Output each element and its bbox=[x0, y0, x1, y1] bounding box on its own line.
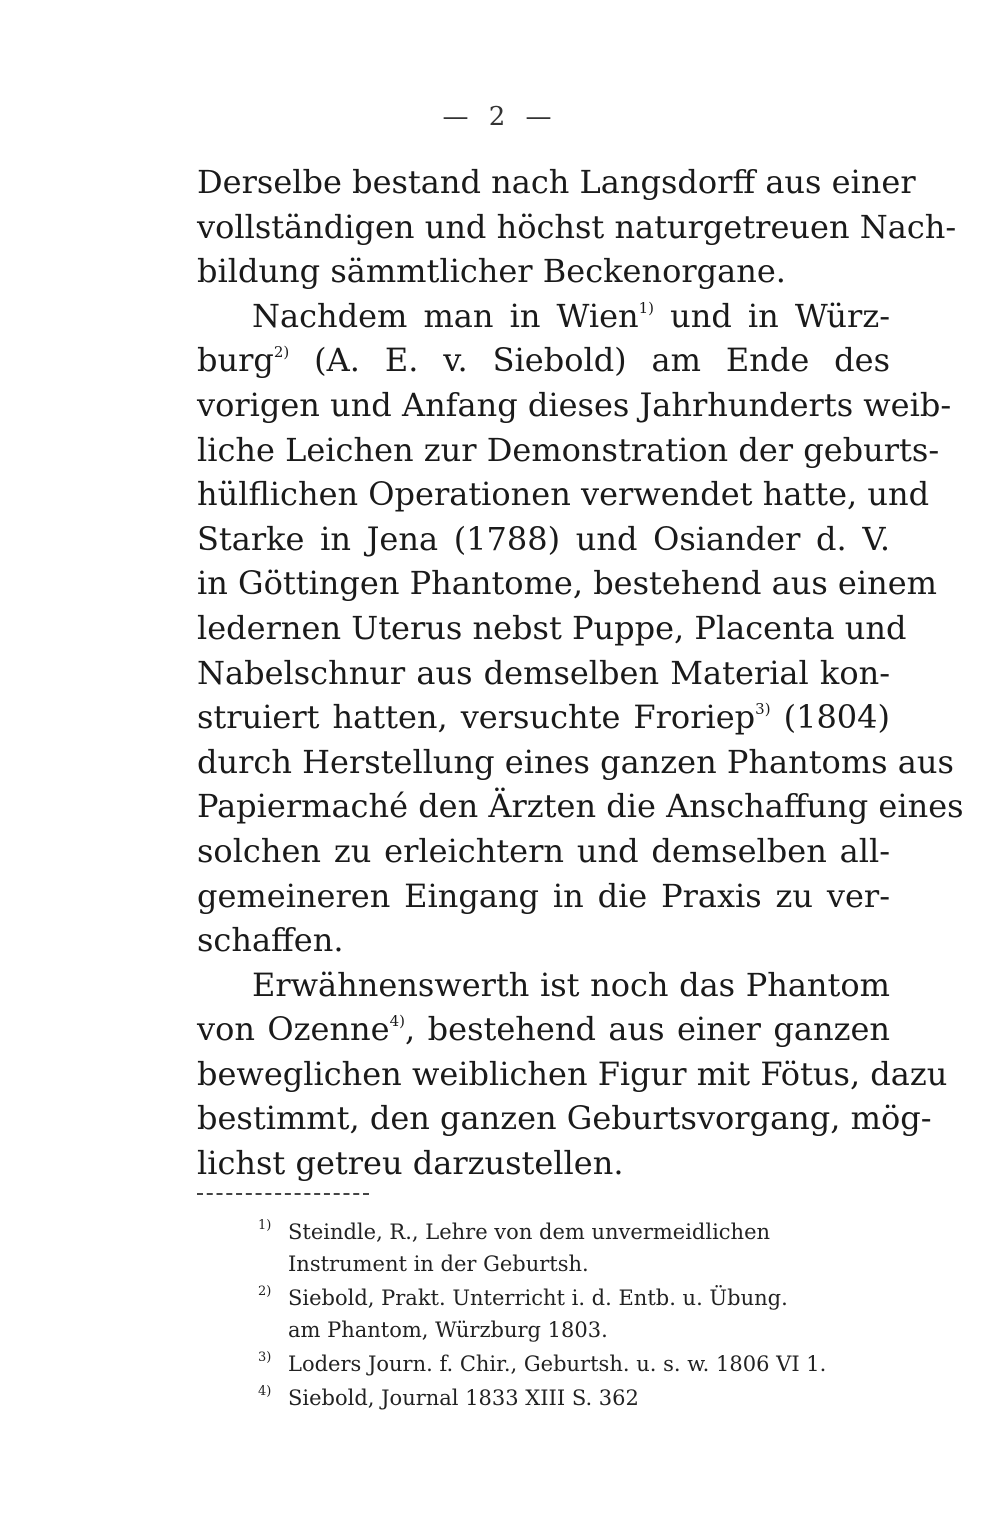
footnote-1 bbox=[258, 1216, 898, 1280]
text-line bbox=[197, 294, 890, 339]
text-line: liche Leichen zur Demonstration der geburts- bbox=[197, 430, 940, 469]
footnote-3 bbox=[258, 1348, 898, 1380]
footnote-marker: 4) bbox=[258, 1384, 272, 1399]
text-line: Nabelschnur aus demselben Material kon- bbox=[197, 653, 890, 692]
text-run: und in Würz- bbox=[654, 296, 891, 335]
text-line: Papiermaché den Ärzten die Anschaffung eines bbox=[197, 787, 964, 826]
text-line bbox=[197, 1007, 890, 1052]
text-line: bestimmt, den ganzen Geburtsvorgang, mög- bbox=[197, 1099, 932, 1138]
footnote-line: Loders Journ. f. Chir., Geburtsh. u. s. w. 1806 VI 1. bbox=[288, 1352, 827, 1376]
text-line: solchen zu erleichtern und demselben all- bbox=[197, 831, 890, 870]
footnote-line: Steindle, R., Lehre von dem unvermeidlichen bbox=[288, 1220, 771, 1244]
footnote-line: Siebold, Prakt. Unterricht i. d. Entb. u. Übung. bbox=[288, 1286, 788, 1310]
text-line: Erwähnenswerth ist noch das Phantom bbox=[252, 965, 890, 1004]
text-line: durch Herstellung eines ganzen Phantoms aus bbox=[197, 742, 954, 781]
text-run: , bestehend aus einer ganzen bbox=[405, 1010, 891, 1049]
text-line: Starke in Jena (1788) und Osiander d. V. bbox=[197, 519, 890, 558]
text-run: (1804) bbox=[770, 698, 891, 737]
text-run: burg bbox=[197, 341, 274, 380]
text-line: gemeineren Eingang in die Praxis zu ver- bbox=[197, 876, 890, 915]
footnote-ref: 3) bbox=[755, 700, 771, 719]
text-line: hülflichen Operationen verwendet hatte, und bbox=[197, 475, 930, 514]
text-line: lichst getreu darzustellen. bbox=[197, 1144, 624, 1183]
footnotes bbox=[258, 1216, 898, 1416]
footnote-line: am Phantom, Würzburg 1803. bbox=[288, 1318, 608, 1342]
footnote-ref: 2) bbox=[273, 343, 290, 362]
body-text bbox=[197, 160, 964, 1186]
text-line bbox=[197, 338, 890, 383]
text-run: von Ozenne bbox=[197, 1010, 390, 1049]
footnote-marker: 3) bbox=[258, 1350, 272, 1365]
footnote-ref: 1) bbox=[638, 298, 655, 317]
text-run: (A. E. v. Siebold) am Ende des bbox=[289, 341, 890, 380]
page-number: — 2 — bbox=[442, 102, 558, 132]
text-line: in Göttingen Phantome, bestehend aus einem bbox=[197, 564, 937, 603]
footnote-ref: 4) bbox=[389, 1012, 406, 1031]
text-run: struiert hatten, versuchte Froriep bbox=[197, 698, 756, 737]
footnote-line: Instrument in der Geburtsh. bbox=[288, 1252, 589, 1276]
text-line: vollständigen und höchst naturgetreuen Nach- bbox=[197, 207, 957, 246]
footnote-separator bbox=[197, 1193, 369, 1195]
text-line: Derselbe bestand nach Langsdorff aus einer bbox=[197, 163, 916, 201]
text-line bbox=[197, 695, 890, 740]
text-line: ledernen Uterus nebst Puppe, Placenta und bbox=[197, 608, 907, 647]
footnote-marker: 2) bbox=[258, 1284, 272, 1299]
footnote-4 bbox=[258, 1382, 898, 1414]
footnote-marker: 1) bbox=[258, 1218, 272, 1233]
text-run: Nachdem man in Wien bbox=[252, 296, 639, 335]
text-line: schaffen. bbox=[197, 921, 344, 960]
footnote-line: Siebold, Journal 1833 XIII S. 362 bbox=[288, 1386, 639, 1410]
text-line: bildung sämmtlicher Beckenorgane. bbox=[197, 252, 786, 291]
footnote-2 bbox=[258, 1282, 898, 1346]
text-line: beweglichen weiblichen Figur mit Fötus, dazu bbox=[197, 1054, 948, 1093]
text-line: vorigen und Anfang dieses Jahrhunderts weib- bbox=[197, 385, 952, 424]
